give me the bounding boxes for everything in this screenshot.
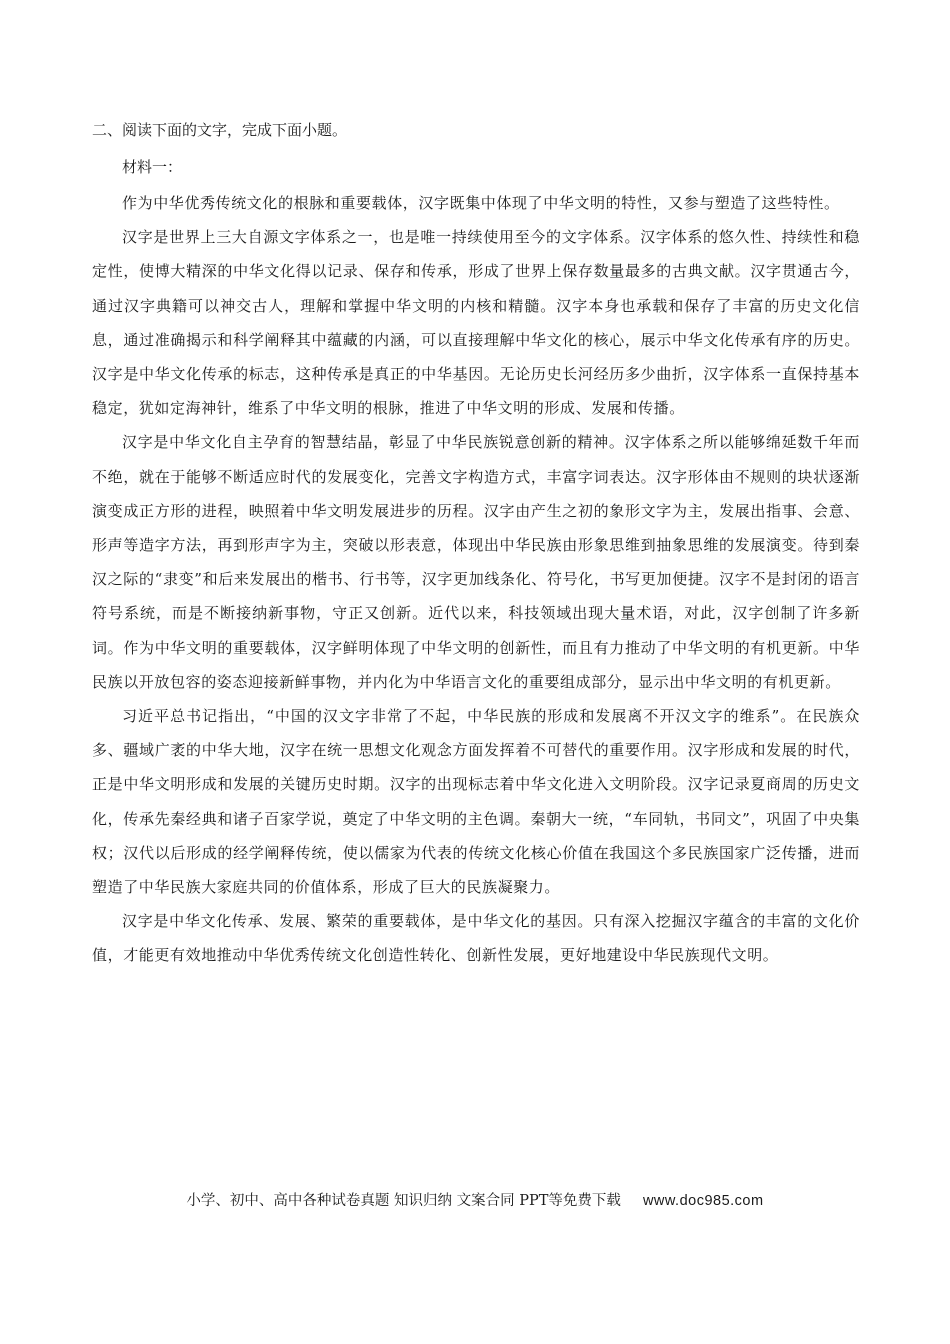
material-label: 材料一： — [122, 158, 183, 176]
page-footer — [0, 1186, 950, 1216]
paragraph-3: 汉字是中华文化自主孕育的智慧结晶，彰显了中华民族锐意创新的精神。汉字体系之所以能够绵延数千年而不绝，就在于能够不断适应时代的发展变化，完善文字构造方式，丰富字词表达。汉字形体由不规则的块状逐渐演变成正方形的进程，映照着中华文明发展进步的历程。汉字由产生之初的象形文字为主，发展出指事、会意、形声等造字方法，再到形声字为主，突破以形表意，体现出中华民族由形象思维到抽象思维的发展演变。待到秦汉之际的“隶变”和后来发展出的楷书、行书等，汉字更加线条化、符号化，书写更加便捷。汉字不是封闭的语言符号系统，而是不断接纳新事物，守正又创新。近代以来，科技领域出现大量术语，对此，汉字创制了许多新词。作为中华文明的重要载体，汉字鲜明体现了中华文明的创新性，而且有力推动了中华文明的有机更新。中华民族以开放包容的姿态迎接新鲜事物，并内化为中华语言文化的重要组成部分，显示出中华文明的有机更新。 — [92, 433, 860, 691]
document-body — [92, 112, 860, 973]
section-heading: 二、阅读下面的文字，完成下面小题。 — [92, 121, 348, 139]
footer-url: www.doc985.com — [642, 1193, 764, 1209]
paragraph-4: 习近平总书记指出，“中国的汉文字非常了不起，中华民族的形成和发展离不开汉文字的维系”。在民族众多、疆域广袤的中华大地，汉字在统一思想文化观念方面发挥着不可替代的重要作用。汉字形成和发展的时代，正是中华文明形成和发展的关键历史时期。汉字的出现标志着中华文化进入文明阶段。汉字记录夏商周的历史文化，传承先秦经典和诸子百家学说，奠定了中华文明的主色调。秦朝大一统，“车同轨，书同文”，巩固了中央集权；汉代以后形成的经学阐释传统，使以儒家为代表的传统文化核心价值在我国这个多民族国家广泛传播，进而塑造了中华民族大家庭共同的价值体系，形成了巨大的民族凝聚力。 — [92, 707, 860, 897]
paragraph-2: 汉字是世界上三大自源文字体系之一，也是唯一持续使用至今的文字体系。汉字体系的悠久性、持续性和稳定性，使博大精深的中华文化得以记录、保存和传承，形成了世界上保存数量最多的古典文献。汉字贯通古今，通过汉字典籍可以神交古人，理解和掌握中华文明的内核和精髓。汉字本身也承载和保存了丰富的历史文化信息，通过准确揭示和科学阐释其中蕴藏的内涵，可以直接理解中华文化的核心，展示中华文化传承有序的历史。汉字是中华文化传承的标志，这种传承是真正的中华基因。无论历史长河经历多少曲折，汉字体系一直保持基本稳定，犹如定海神针，维系了中华文明的根脉，推进了中华文明的形成、发展和传播。 — [92, 228, 860, 418]
paragraph-1: 作为中华优秀传统文化的根脉和重要载体，汉字既集中体现了中华文明的特性，又参与塑造了这些特性。 — [122, 194, 840, 212]
footer-slogan: 小学、初中、高中各种试卷真题 知识归纳 文案合同 PPT等免费下载 — [186, 1193, 621, 1209]
paragraph-5: 汉字是中华文化传承、发展、繁荣的重要载体，是中华文化的基因。只有深入挖掘汉字蕴含的丰富的文化价值，才能更有效地推动中华优秀传统文化创造性转化、创新性发展，更好地建设中华民族现代文明。 — [92, 912, 860, 965]
